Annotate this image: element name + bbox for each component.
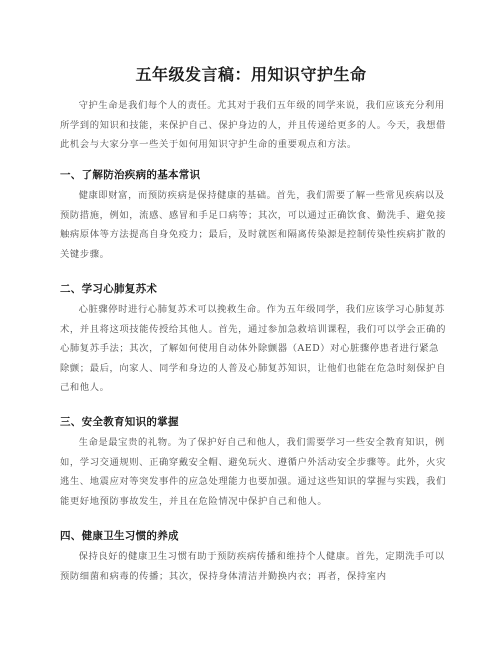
section-1-heading: 一、了解防治疾病的基本常识: [60, 169, 201, 181]
document-title: 五年级发言稿：用知识守护生命: [135, 65, 367, 84]
section-3-body: 生命是最宝贵的礼物。为了保护好自己和他人，我们需要学习一些安全教育知识，例如，学习交通规则、正确穿戴安全帽、避免玩火、遵循户外活动安全步骤等。此外，火灾逃生、地震应对等突发事件的应急处理能力也要加强。通过这些知识的掌握与实践，我们能更好地预防事故发生，并且在危险情况中保护自己和他人。: [60, 437, 446, 507]
section-3-heading: 三、安全教育知识的掌握: [60, 416, 179, 428]
section-2-body: 心脏骤停时进行心肺复苏术可以挽救生命。作为五年级同学，我们应该学习心肺复苏术，并且将这项技能传授给其他人。首先，通过参加急救培训课程，我们可以学会正确的心肺复苏手法；其次，了解如何使用自动体外除颤器（AED）对心脏骤停患者进行紧急除颤；最后，向家人、同学和身边的人普及心肺复苏知识，让他们也能在危急时刻保护自己和他人。: [60, 304, 446, 393]
section-2-heading: 二、学习心肺复苏术: [60, 283, 158, 295]
intro-paragraph: 守护生命是我们每个人的责任。尤其对于我们五年级的同学来说，我们应该充分利用所学到的知识和技能，来保护自己、保护身边的人，并且传递给更多的人。今天，我想借此机会与大家分享一些关于如何用知识守护生命的重要观点和方法。: [60, 100, 446, 150]
section-4-body: 保持良好的健康卫生习惯有助于预防疾病传播和维持个人健康。首先，定期洗手可以预防细菌和病毒的传播；其次，保持身体清洁并勤换内衣；再者，保持室内: [60, 551, 445, 582]
section-4-heading: 四、健康卫生习惯的养成: [60, 530, 179, 542]
section-1-body: 健康即财富，而预防疾病是保持健康的基础。首先，我们需要了解一些常见疾病以及预防措施，例如，流感、感冒和手足口病等；其次，可以通过正确饮食、勤洗手、避免接触病原体等方法提高自身免疫力；最后，及时就医和隔离传染源是控制传染性疾病扩散的关键步骤。: [60, 190, 446, 260]
